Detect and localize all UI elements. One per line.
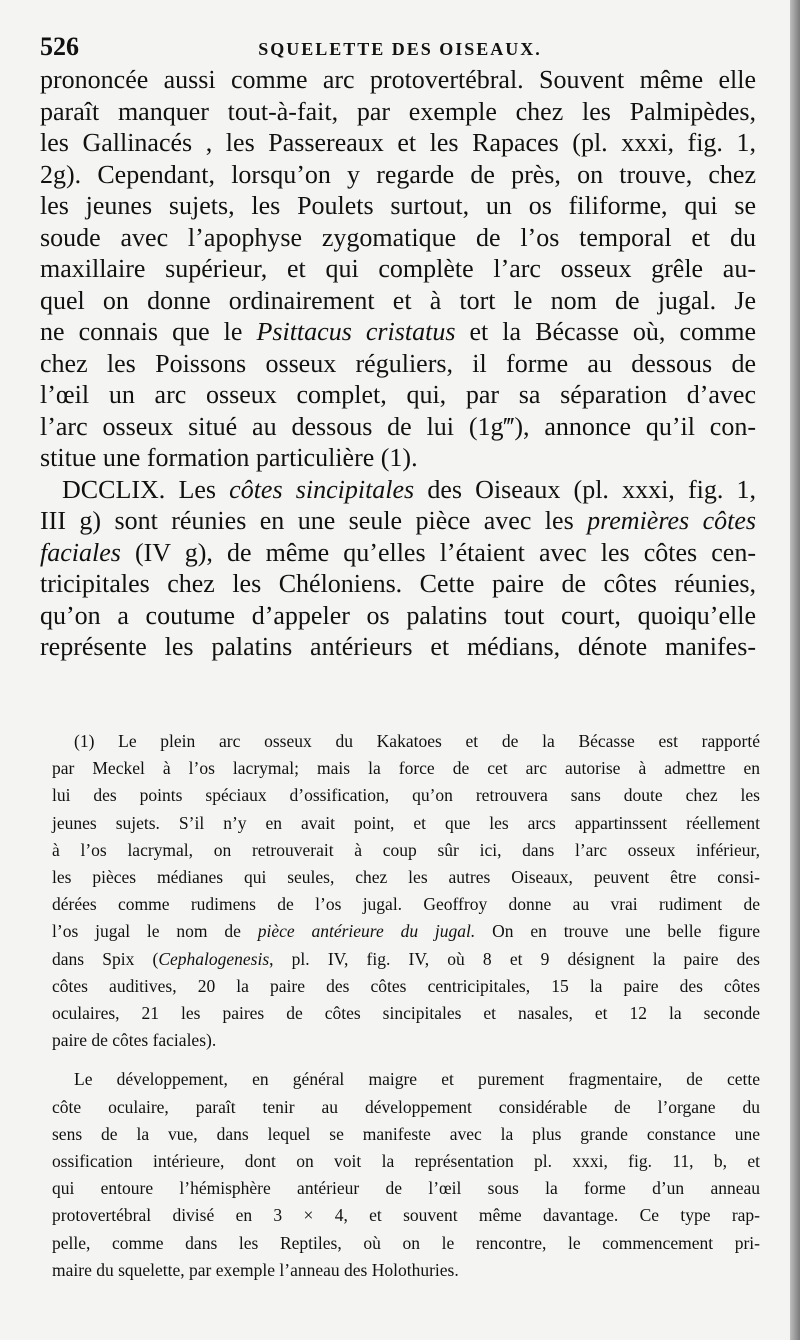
footnote-line: protovertébral divisé en 3 × 4, et souvent même davantage. Ce type rap- <box>52 1205 760 1226</box>
page-edge-shadow <box>790 0 800 1340</box>
footnote-line: Le développement, en général maigre et purement fragmentaire, de cette <box>74 1069 760 1090</box>
footnote-line: pelle, comme dans les Reptiles, où on le rencontre, le commencement pri- <box>52 1232 760 1253</box>
body-line: les jeunes sujets, les Poulets surtout, un os filiforme, qui se <box>40 191 756 220</box>
body-line-with-italic: ne connais que le Psittacus cristatus et la Bécasse où, comme <box>40 317 756 346</box>
italic-text: pièce antérieure du jugal. <box>257 921 476 942</box>
running-title: SQUELETTE DES OISEAUX. <box>258 39 542 59</box>
section-heading-line: DCCLIX. Les côtes sincipitales des Oiseaux (pl. xxxi, fig. 1, <box>62 474 757 504</box>
main-body-text <box>40 64 760 663</box>
body-line: quel on donne ordinairement et à tort le nom de jugal. Je <box>40 285 756 315</box>
footnotes <box>52 728 760 1284</box>
page-header <box>40 30 760 64</box>
body-line: soude avec l’apophyse zygomatique de l’os temporal et du <box>40 222 756 252</box>
body-line-with-italic: III g) sont réunies en une seule pièce avec les premières côtes <box>40 506 756 535</box>
italic-text: côtes sincipitales <box>229 474 415 504</box>
footnote-line: ossification intérieure, dont on voit la représentation pl. xxxi, fig. 11, b, et <box>52 1151 760 1172</box>
footnote-line: lui des points spéciaux d’ossification, qu’on retrouvera sans doute chez les <box>52 785 760 806</box>
body-line: représente les palatins antérieurs et médians, dénote manifes- <box>40 632 756 661</box>
footnote-line: côtes auditives, 20 la paire des côtes centricipitales, 15 la paire des côtes <box>52 975 760 996</box>
footnote-line: qui entoure l’hémisphère antérieur de l’œil sous la forme d’un anneau <box>52 1178 760 1199</box>
italic-text: Psittacus cristatus <box>256 317 456 346</box>
body-line: stitue une formation particulière (1). <box>40 443 418 472</box>
body-line: chez les Poissons osseux réguliers, il forme au dessous de <box>40 348 756 378</box>
body-line: maxillaire supérieur, et qui complète l’arc osseux grêle au- <box>40 254 756 283</box>
body-line-with-italic: faciales (IV g), de même qu’elles l’étaient avec les côtes cen- <box>40 537 756 567</box>
footnote-line-with-italic: l’os jugal le nom de pièce antérieure du jugal. On en trouve une belle figure <box>52 921 760 942</box>
footnote-line: oculaires, 21 les paires de côtes sincipitales et nasales, et 12 la seconde <box>52 1003 760 1024</box>
body-line: qu’on a coutume d’appeler os palatins tout court, quoiqu’elle <box>40 600 756 630</box>
footnote-line: côte oculaire, paraît tenir au développement considérable de l’organe du <box>52 1096 760 1117</box>
footnote-gap <box>52 1054 760 1066</box>
footnote-line: maire du squelette, par exemple l’anneau des Holothuries. <box>52 1259 459 1280</box>
footnote-line: jeunes sujets. S’il n’y en avait point, et que les arcs appartinssent réellement <box>52 812 760 833</box>
body-line: prononcée aussi comme arc protovertébral. Souvent même elle <box>40 65 756 94</box>
body-line: les Gallinacés , les Passereaux et les Rapaces (pl. xxxi, fig. 1, <box>40 128 756 157</box>
italic-text: premières côtes <box>587 506 756 535</box>
footnote-line-with-italic: dans Spix (Cephalogenesis, pl. IV, fig. IV, où 8 et 9 désignent la paire des <box>52 948 760 969</box>
italic-text: faciales <box>40 537 121 567</box>
footnote-line: les pièces médianes qui seules, chez les autres Oiseaux, peuvent être consi- <box>52 867 760 888</box>
footnote-line: par Meckel à l’os lacrymal; mais la force de cet arc autorise à admettre en <box>52 758 760 779</box>
body-line: 2g). Cependant, lorsqu’on y regarde de près, on trouve, chez <box>40 159 756 189</box>
footnote-line: à l’os lacrymal, on retrouverait à coup sûr ici, dans l’arc osseux inférieur, <box>52 839 760 860</box>
body-line: l’œil un arc osseux complet, qui, par sa séparation d’avec <box>40 380 756 409</box>
italic-text: Cephalogenesis <box>158 948 270 969</box>
footnote-line: (1) Le plein arc osseux du Kakatoes et de la Bécasse est rapporté <box>74 731 760 751</box>
page-number: 526 <box>40 32 79 61</box>
body-line: paraît manquer tout-à-fait, par exemple chez les Palmipèdes, <box>40 96 756 126</box>
footnote-line: dérées comme rudimens de l’os jugal. Geoffroy donne au vrai rudiment de <box>52 894 760 915</box>
body-line: l’arc osseux situé au dessous de lui (1g‴), annonce qu’il con- <box>40 411 756 441</box>
body-line: tricipitales chez les Chéloniens. Cette paire de côtes réunies, <box>40 569 756 598</box>
footnote-line: paire de côtes faciales). <box>52 1030 217 1051</box>
footnote-line: sens de la vue, dans lequel se manifeste avec la plus grande constance une <box>52 1123 760 1144</box>
